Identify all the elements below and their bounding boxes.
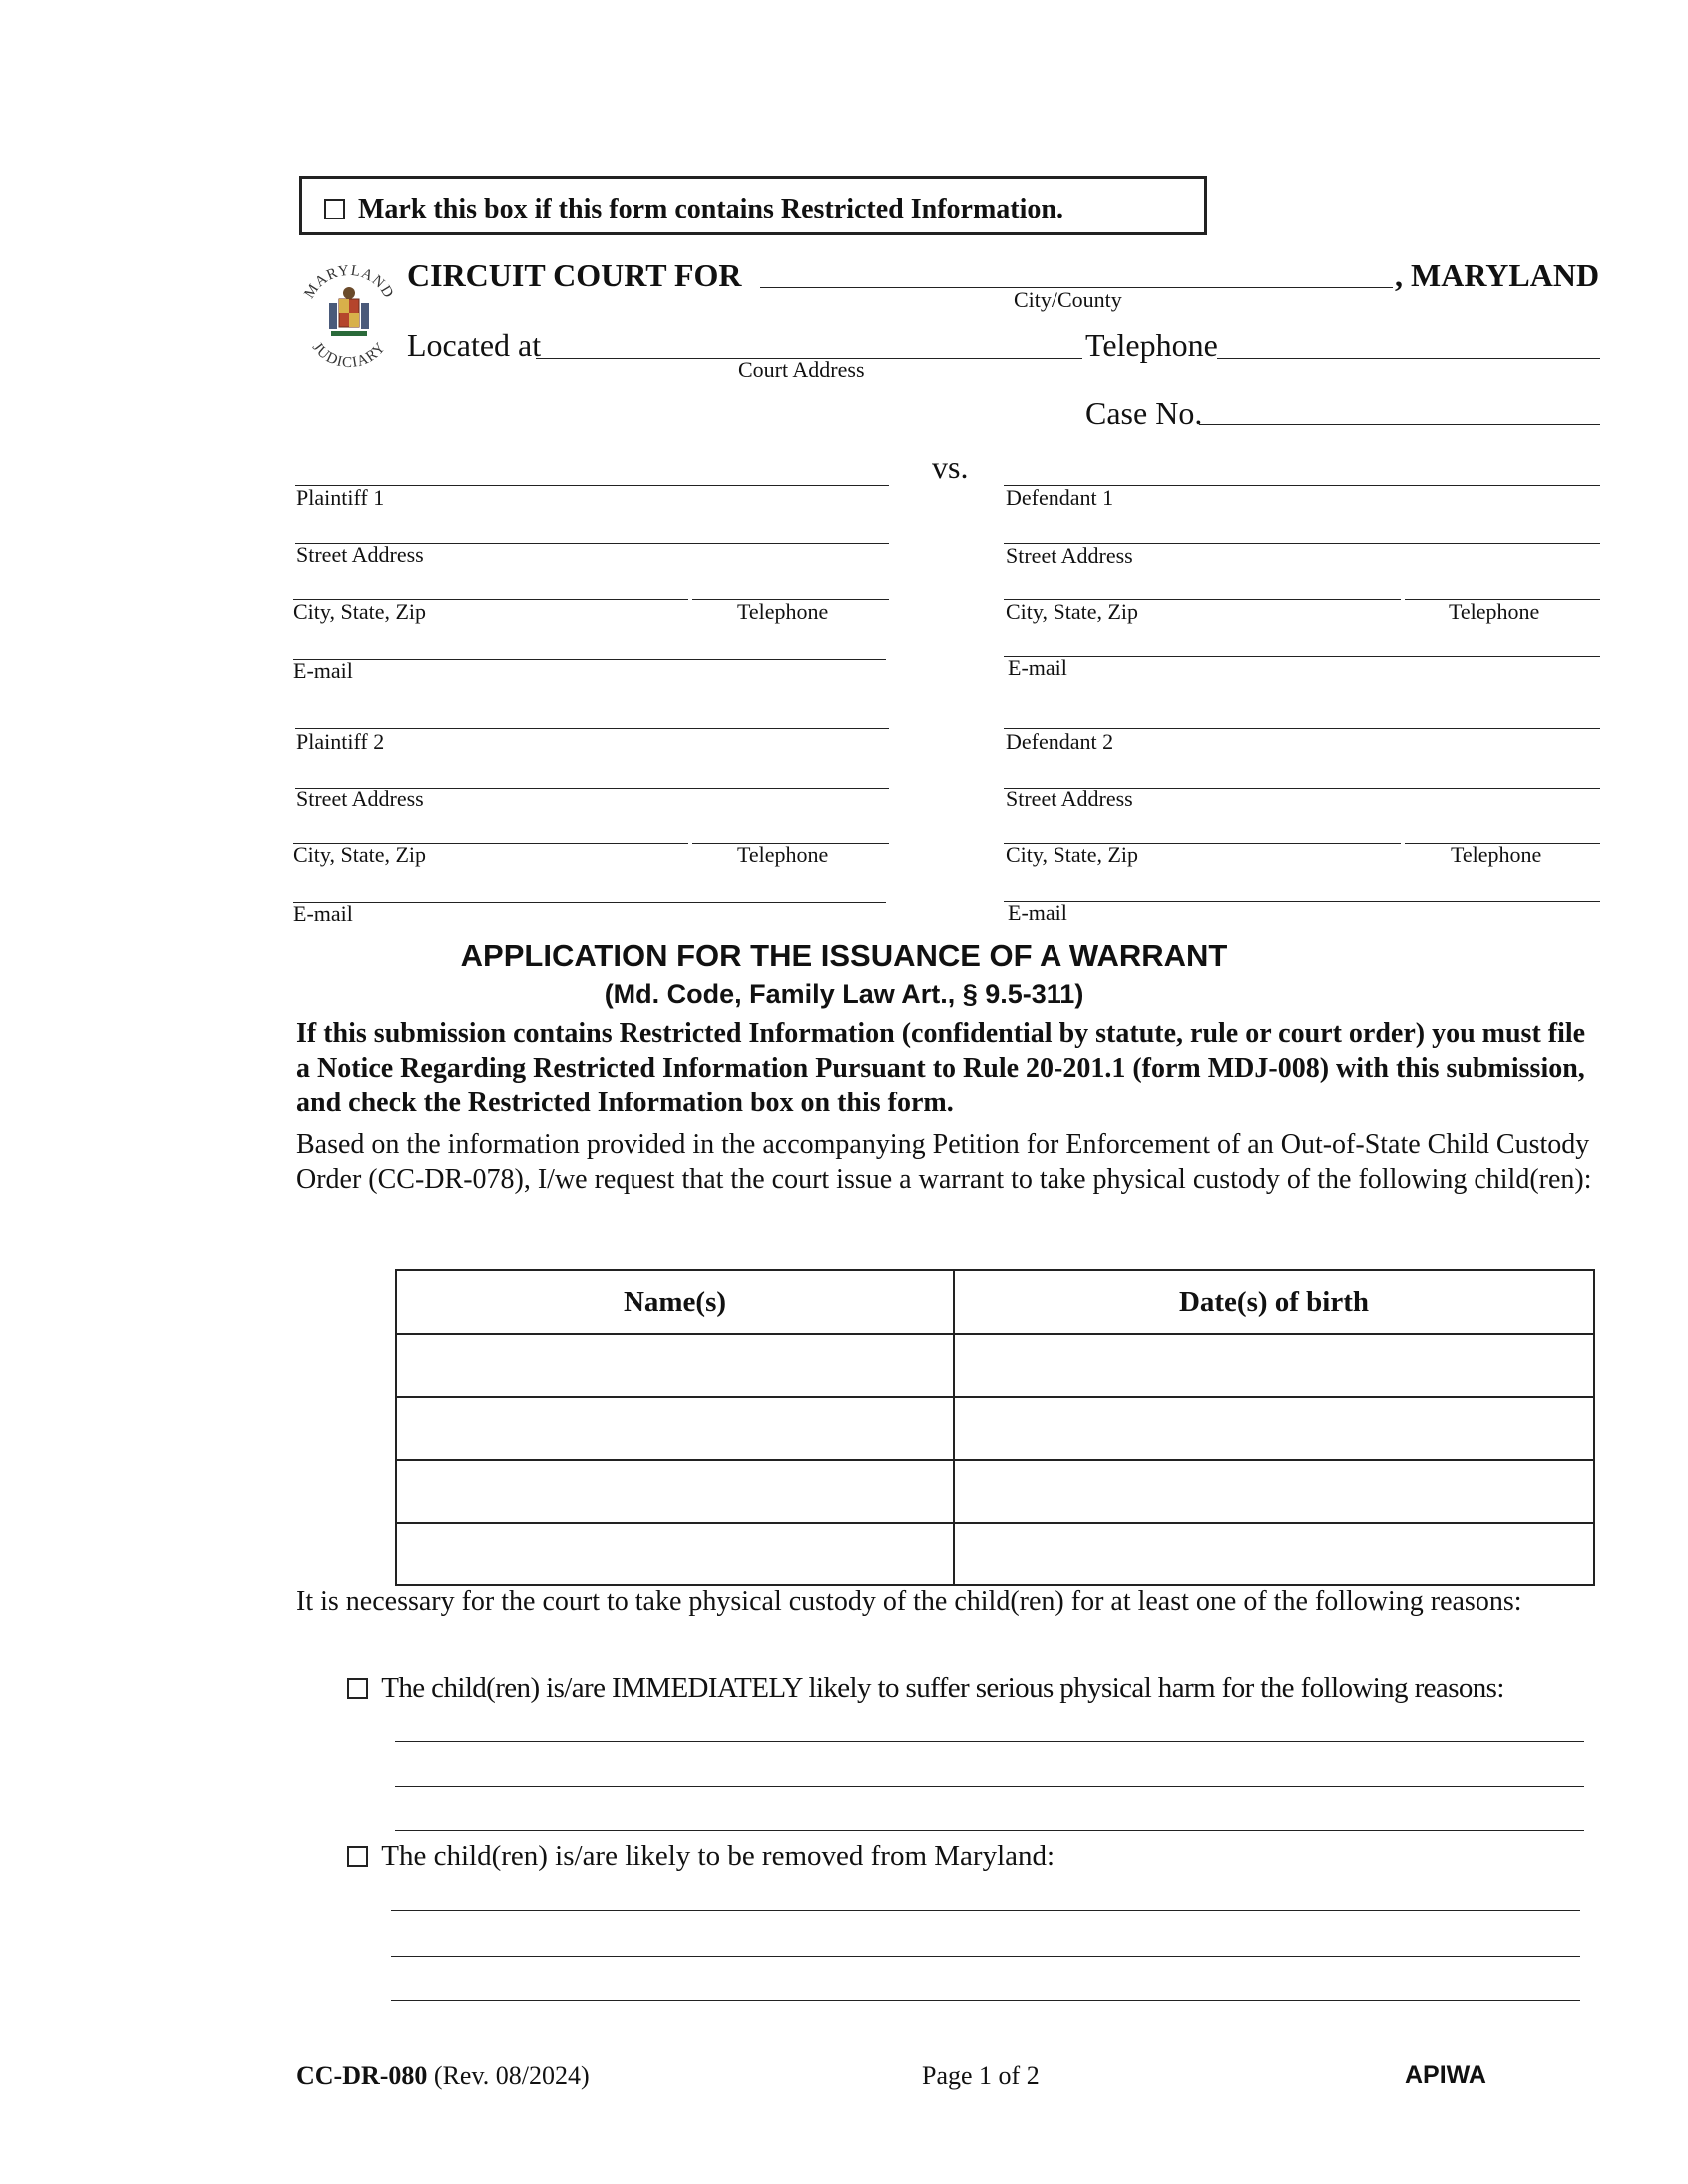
reason1-line[interactable] <box>395 1830 1584 1831</box>
reason2-line[interactable] <box>391 1956 1580 1957</box>
form-title: APPLICATION FOR THE ISSUANCE OF A WARRANT <box>460 938 1228 973</box>
plaintiff2-name-line[interactable] <box>295 728 889 729</box>
circuit-court-label: CIRCUIT COURT FOR <box>407 257 742 293</box>
table-row <box>396 1460 1594 1523</box>
defendant1-email-line[interactable] <box>1004 656 1600 657</box>
reason1-line[interactable] <box>395 1741 1584 1742</box>
child-name-cell[interactable] <box>396 1334 954 1397</box>
table-row <box>396 1397 1594 1460</box>
reason2-item <box>347 1840 1055 1873</box>
plaintiff2-email-line[interactable] <box>293 902 886 903</box>
maryland-judiciary-seal <box>295 253 403 383</box>
plaintiff1-name-line[interactable] <box>295 485 889 486</box>
children-table <box>395 1269 1595 1586</box>
reason2-label: The child(ren) is/are likely to be removed from Maryland: <box>381 1840 1055 1872</box>
names-column-header: Name(s) <box>396 1270 954 1334</box>
child-dob-cell[interactable] <box>954 1397 1594 1460</box>
svg-text:JUDICIARY <box>309 339 389 371</box>
plaintiff1-street-caption: Street Address <box>296 542 424 567</box>
maryland-label: , MARYLAND <box>1395 257 1600 293</box>
defendant1-street-caption: Street Address <box>1006 543 1133 568</box>
form-code: APIWA <box>1405 2061 1486 2089</box>
plaintiff1-city-caption: City, State, Zip <box>293 599 427 624</box>
restricted-info-banner <box>299 176 1207 235</box>
child-dob-cell[interactable] <box>954 1460 1594 1523</box>
plaintiff2-telephone-caption: Telephone <box>737 842 829 867</box>
plaintiff2-email-caption: E-mail <box>293 901 353 926</box>
restricted-info-label: Mark this box if this form contains Restricted Information. <box>358 194 1063 224</box>
case-no-line[interactable] <box>1199 424 1600 425</box>
necessity-text: It is necessary for the court to take physical custody of the child(ren) for at least one of the following reasons: <box>296 1586 1522 1617</box>
footer-form-id <box>296 2061 590 2091</box>
form-number: CC-DR-080 <box>296 2061 428 2090</box>
plaintiff1-email-caption: E-mail <box>293 658 353 683</box>
reason2-line[interactable] <box>391 1910 1580 1911</box>
plaintiff1-telephone-caption: Telephone <box>737 599 829 624</box>
defendant1-email-caption: E-mail <box>1008 655 1067 680</box>
defendant2-name-caption: Defendant 2 <box>1006 729 1114 754</box>
vs-label: vs. <box>932 449 969 485</box>
reason2-checkbox[interactable] <box>347 1846 368 1867</box>
plaintiff2-street-caption: Street Address <box>296 786 424 811</box>
reason1-label: The child(ren) is/are IMMEDIATELY likely to suffer serious physical harm for the following reasons: <box>381 1672 1504 1704</box>
seal-bottom-text: JUDICIARY <box>308 339 390 372</box>
reason1-line[interactable] <box>395 1786 1584 1787</box>
defendant2-email-caption: E-mail <box>1008 900 1067 925</box>
reason1-item <box>347 1672 1504 1705</box>
case-no-label: Case No. <box>1085 395 1203 431</box>
defendant1-city-caption: City, State, Zip <box>1006 599 1139 624</box>
plaintiff2-name-caption: Plaintiff 2 <box>296 729 385 754</box>
child-name-cell[interactable] <box>396 1523 954 1585</box>
child-dob-cell[interactable] <box>954 1523 1594 1585</box>
plaintiff1-name-caption: Plaintiff 1 <box>296 485 385 510</box>
reason2-line[interactable] <box>391 2000 1580 2001</box>
located-at-label: Located at <box>407 327 542 363</box>
defendant2-street-caption: Street Address <box>1006 786 1133 811</box>
defendant2-city-caption: City, State, Zip <box>1006 842 1139 867</box>
court-telephone-line[interactable] <box>1217 358 1600 359</box>
court-address-caption: Court Address <box>738 357 865 382</box>
restricted-info-checkbox[interactable] <box>324 199 345 219</box>
defendant2-telephone-caption: Telephone <box>1451 842 1542 867</box>
form-subtitle: (Md. Code, Family Law Art., § 9.5-311) <box>604 979 1084 1009</box>
seal-top-text: MARYLAND <box>301 262 397 302</box>
form-revision: (Rev. 08/2024) <box>433 2061 590 2090</box>
restricted-notice: If this submission contains Restricted Information (confidential by statute, rule or court order) you must file a Notice Regarding Restricted Information Pursuant to Rule 20-201.1 (form MDJ-008) with this submission, and check the Restricted Information box on this form. <box>296 1018 1586 1118</box>
defendant1-name-caption: Defendant 1 <box>1006 485 1114 510</box>
defendant1-telephone-caption: Telephone <box>1449 599 1540 624</box>
child-dob-cell[interactable] <box>954 1334 1594 1397</box>
plaintiff1-email-line[interactable] <box>293 659 886 660</box>
table-row <box>396 1334 1594 1397</box>
dob-column-header: Date(s) of birth <box>954 1270 1594 1334</box>
defendant2-email-line[interactable] <box>1004 901 1600 902</box>
court-telephone-label: Telephone <box>1085 327 1218 363</box>
plaintiff2-city-caption: City, State, Zip <box>293 842 427 867</box>
child-name-cell[interactable] <box>396 1397 954 1460</box>
table-row <box>396 1523 1594 1585</box>
child-name-cell[interactable] <box>396 1460 954 1523</box>
reason1-checkbox[interactable] <box>347 1678 368 1699</box>
request-text: Based on the information provided in the accompanying Petition for Enforcement of an Out-of-State Child Custody Order (CC-DR-078), I/we request that the court issue a warrant to take physical custody of the following child(ren): <box>296 1129 1592 1195</box>
city-county-caption: City/County <box>1014 287 1122 312</box>
page-number: Page 1 of 2 <box>922 2061 1040 2090</box>
